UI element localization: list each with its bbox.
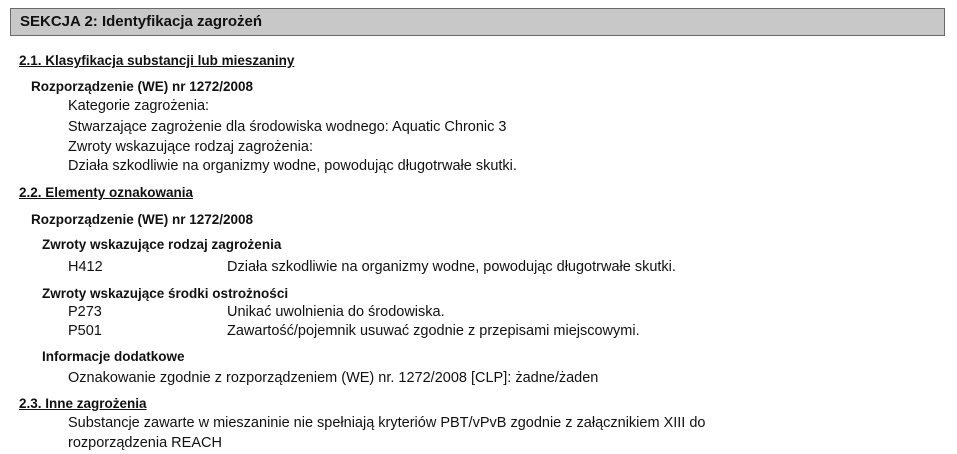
- additional-info-heading: Informacje dodatkowe: [42, 349, 185, 364]
- regulation-label: Rozporządzenie (WE) nr 1272/2008: [31, 212, 254, 227]
- classification-line: Działa szkodliwie na organizmy wodne, powodując długotrwałe skutki.: [68, 158, 517, 174]
- precaution-text: Unikać uwolnienia do środowiska.: [227, 304, 445, 320]
- hazard-statements-heading: Zwroty wskazujące rodzaj zagrożenia: [42, 237, 282, 252]
- regulation-label: Rozporządzenie (WE) nr 1272/2008: [31, 79, 254, 94]
- precaution-code: P501: [68, 323, 102, 339]
- precautionary-statements-heading: Zwroty wskazujące środki ostrożności: [42, 286, 289, 301]
- additional-info-text: Oznakowanie zgodnie z rozporządzeniem (WE) nr. 1272/2008 [CLP]: żadne/żaden: [68, 370, 599, 386]
- other-hazards-line: Substancje zawarte w mieszaninie nie spełniają kryteriów PBT/vPvB zgodnie z załącznikiem XIII do: [68, 415, 706, 431]
- subsection-heading-2-3: 2.3. Inne zagrożenia: [19, 396, 147, 411]
- classification-line: Stwarzające zagrożenie dla środowiska wodnego: Aquatic Chronic 3: [68, 119, 507, 135]
- classification-line: Kategorie zagrożenia:: [68, 98, 210, 114]
- section-header: SEKCJA 2: Identyfikacja zagrożeń: [10, 8, 945, 36]
- subsection-heading-2-2: 2.2. Elementy oznakowania: [19, 185, 194, 200]
- other-hazards-line: rozporządzenia REACH: [68, 435, 222, 451]
- precaution-text: Zawartość/pojemnik usuwać zgodnie z przepisami miejscowymi.: [227, 323, 640, 339]
- subsection-heading-2-1: 2.1. Klasyfikacja substancji lub mieszaniny: [19, 53, 295, 68]
- classification-line: Zwroty wskazujące rodzaj zagrożenia:: [68, 139, 313, 155]
- precaution-code: P273: [68, 304, 102, 320]
- hazard-code: H412: [68, 259, 103, 275]
- hazard-text: Działa szkodliwie na organizmy wodne, powodując długotrwałe skutki.: [227, 259, 676, 275]
